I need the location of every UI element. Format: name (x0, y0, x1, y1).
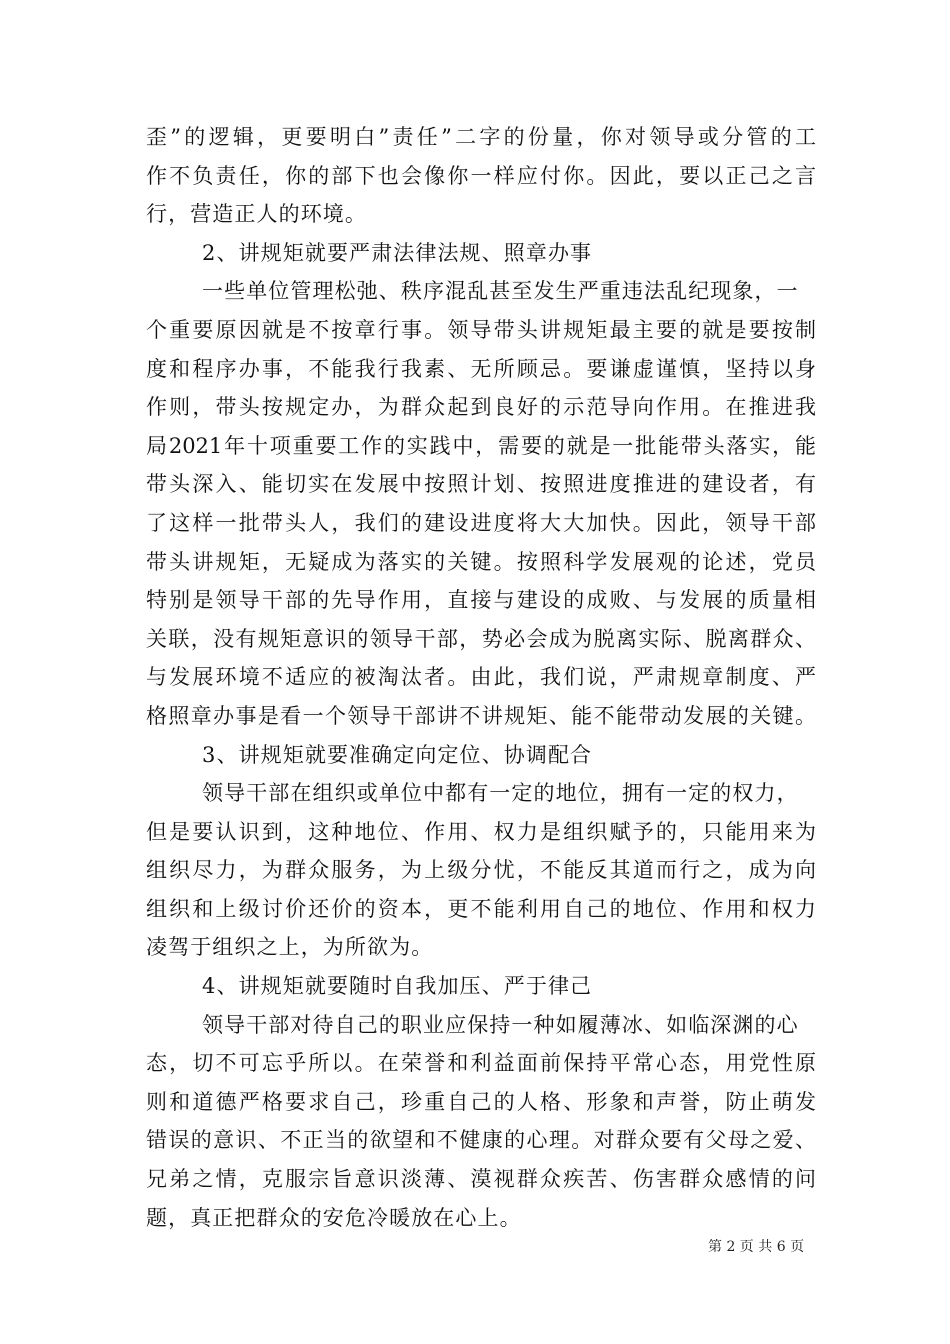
paragraph-line: 作不负责任，你的部下也会像你一样应付你。因此，要以正己之言 (146, 163, 816, 188)
paragraph-line: 了这样一批带头人，我们的建设进度将大大加快。因此，领导干部 (146, 510, 816, 535)
paragraph-line: 特别是领导干部的先导作用，直接与建设的成败、与发展的质量相 (146, 588, 816, 613)
paragraph-line: 一些单位管理松弛、秩序混乱甚至发生严重违法乱纪现象，一 (202, 279, 799, 304)
section-heading: 4、讲规矩就要随时自我加压、严于律己 (202, 974, 593, 999)
paragraph-line: 组织和上级讨价还价的资本，更不能利用自己的地位、作用和权力 (146, 896, 816, 921)
paragraph-line: 行，营造正人的环境。 (146, 202, 367, 227)
paragraph-line: 关联，没有规矩意识的领导干部，势必会成为脱离实际、脱离群众、 (146, 626, 816, 651)
section-heading: 3、讲规矩就要准确定向定位、协调配合 (202, 742, 593, 767)
paragraph-line: 错误的意识、不正当的欲望和不健康的心理。对群众要有父母之爱、 (146, 1128, 816, 1153)
paragraph-line: 领导干部对待自己的职业应保持一种如履薄冰、如临深渊的心 (202, 1012, 799, 1037)
paragraph-line: 则和道德严格要求自己，珍重自己的人格、形象和声誉，防止萌发 (146, 1089, 816, 1114)
paragraph-line: 格照章办事是看一个领导干部讲不讲规矩、能不能带动发展的关键。 (146, 703, 816, 728)
section-heading: 2、讲规矩就要严肃法律法规、照章办事 (202, 240, 593, 265)
paragraph-line: 带头深入、能切实在发展中按照计划、按照进度推进的建设者，有 (146, 472, 816, 497)
paragraph-line: 歪”的逻辑，更要明白”责任”二字的份量，你对领导或分管的工 (146, 125, 816, 149)
paragraph-line: 领导干部在组织或单位中都有一定的地位，拥有一定的权力， (202, 781, 799, 806)
paragraph-line: 组织尽力，为群众服务，为上级分忧，不能反其道而行之，成为向 (146, 858, 816, 883)
page-number: 第 2 页 共 6 页 (708, 1239, 805, 1255)
paragraph-line: 作则，带头按规定办，为群众起到良好的示范导向作用。在推进我 (146, 395, 816, 420)
paragraph-line: 但是要认识到，这种地位、作用、权力是组织赋予的，只能用来为 (146, 819, 816, 844)
paragraph-line: 凌驾于组织之上，为所欲为。 (146, 935, 434, 960)
paragraph-line: 态，切不可忘乎所以。在荣誉和利益面前保持平常心态，用党性原 (146, 1051, 816, 1076)
paragraph-line: 度和程序办事，不能我行我素、无所顾忌。要谦虚谨慎，坚持以身 (146, 356, 816, 381)
paragraph-line: 个重要原因就是不按章行事。领导带头讲规矩最主要的就是要按制 (146, 317, 816, 342)
paragraph-line: 题，真正把群众的安危冷暖放在心上。 (146, 1205, 522, 1230)
paragraph-line: 带头讲规矩，无疑成为落实的关键。按照科学发展观的论述，党员 (146, 549, 816, 574)
paragraph-line: 与发展环境不适应的被淘汰者。由此，我们说，严肃规章制度、严 (146, 665, 816, 690)
paragraph-line: 局2021年十项重要工作的实践中，需要的就是一批能带头落实，能 (146, 433, 816, 458)
paragraph-line: 兄弟之情，克服宗旨意识淡薄、漠视群众疾苦、伤害群众感情的问 (146, 1167, 816, 1192)
document-body (146, 118, 816, 1237)
